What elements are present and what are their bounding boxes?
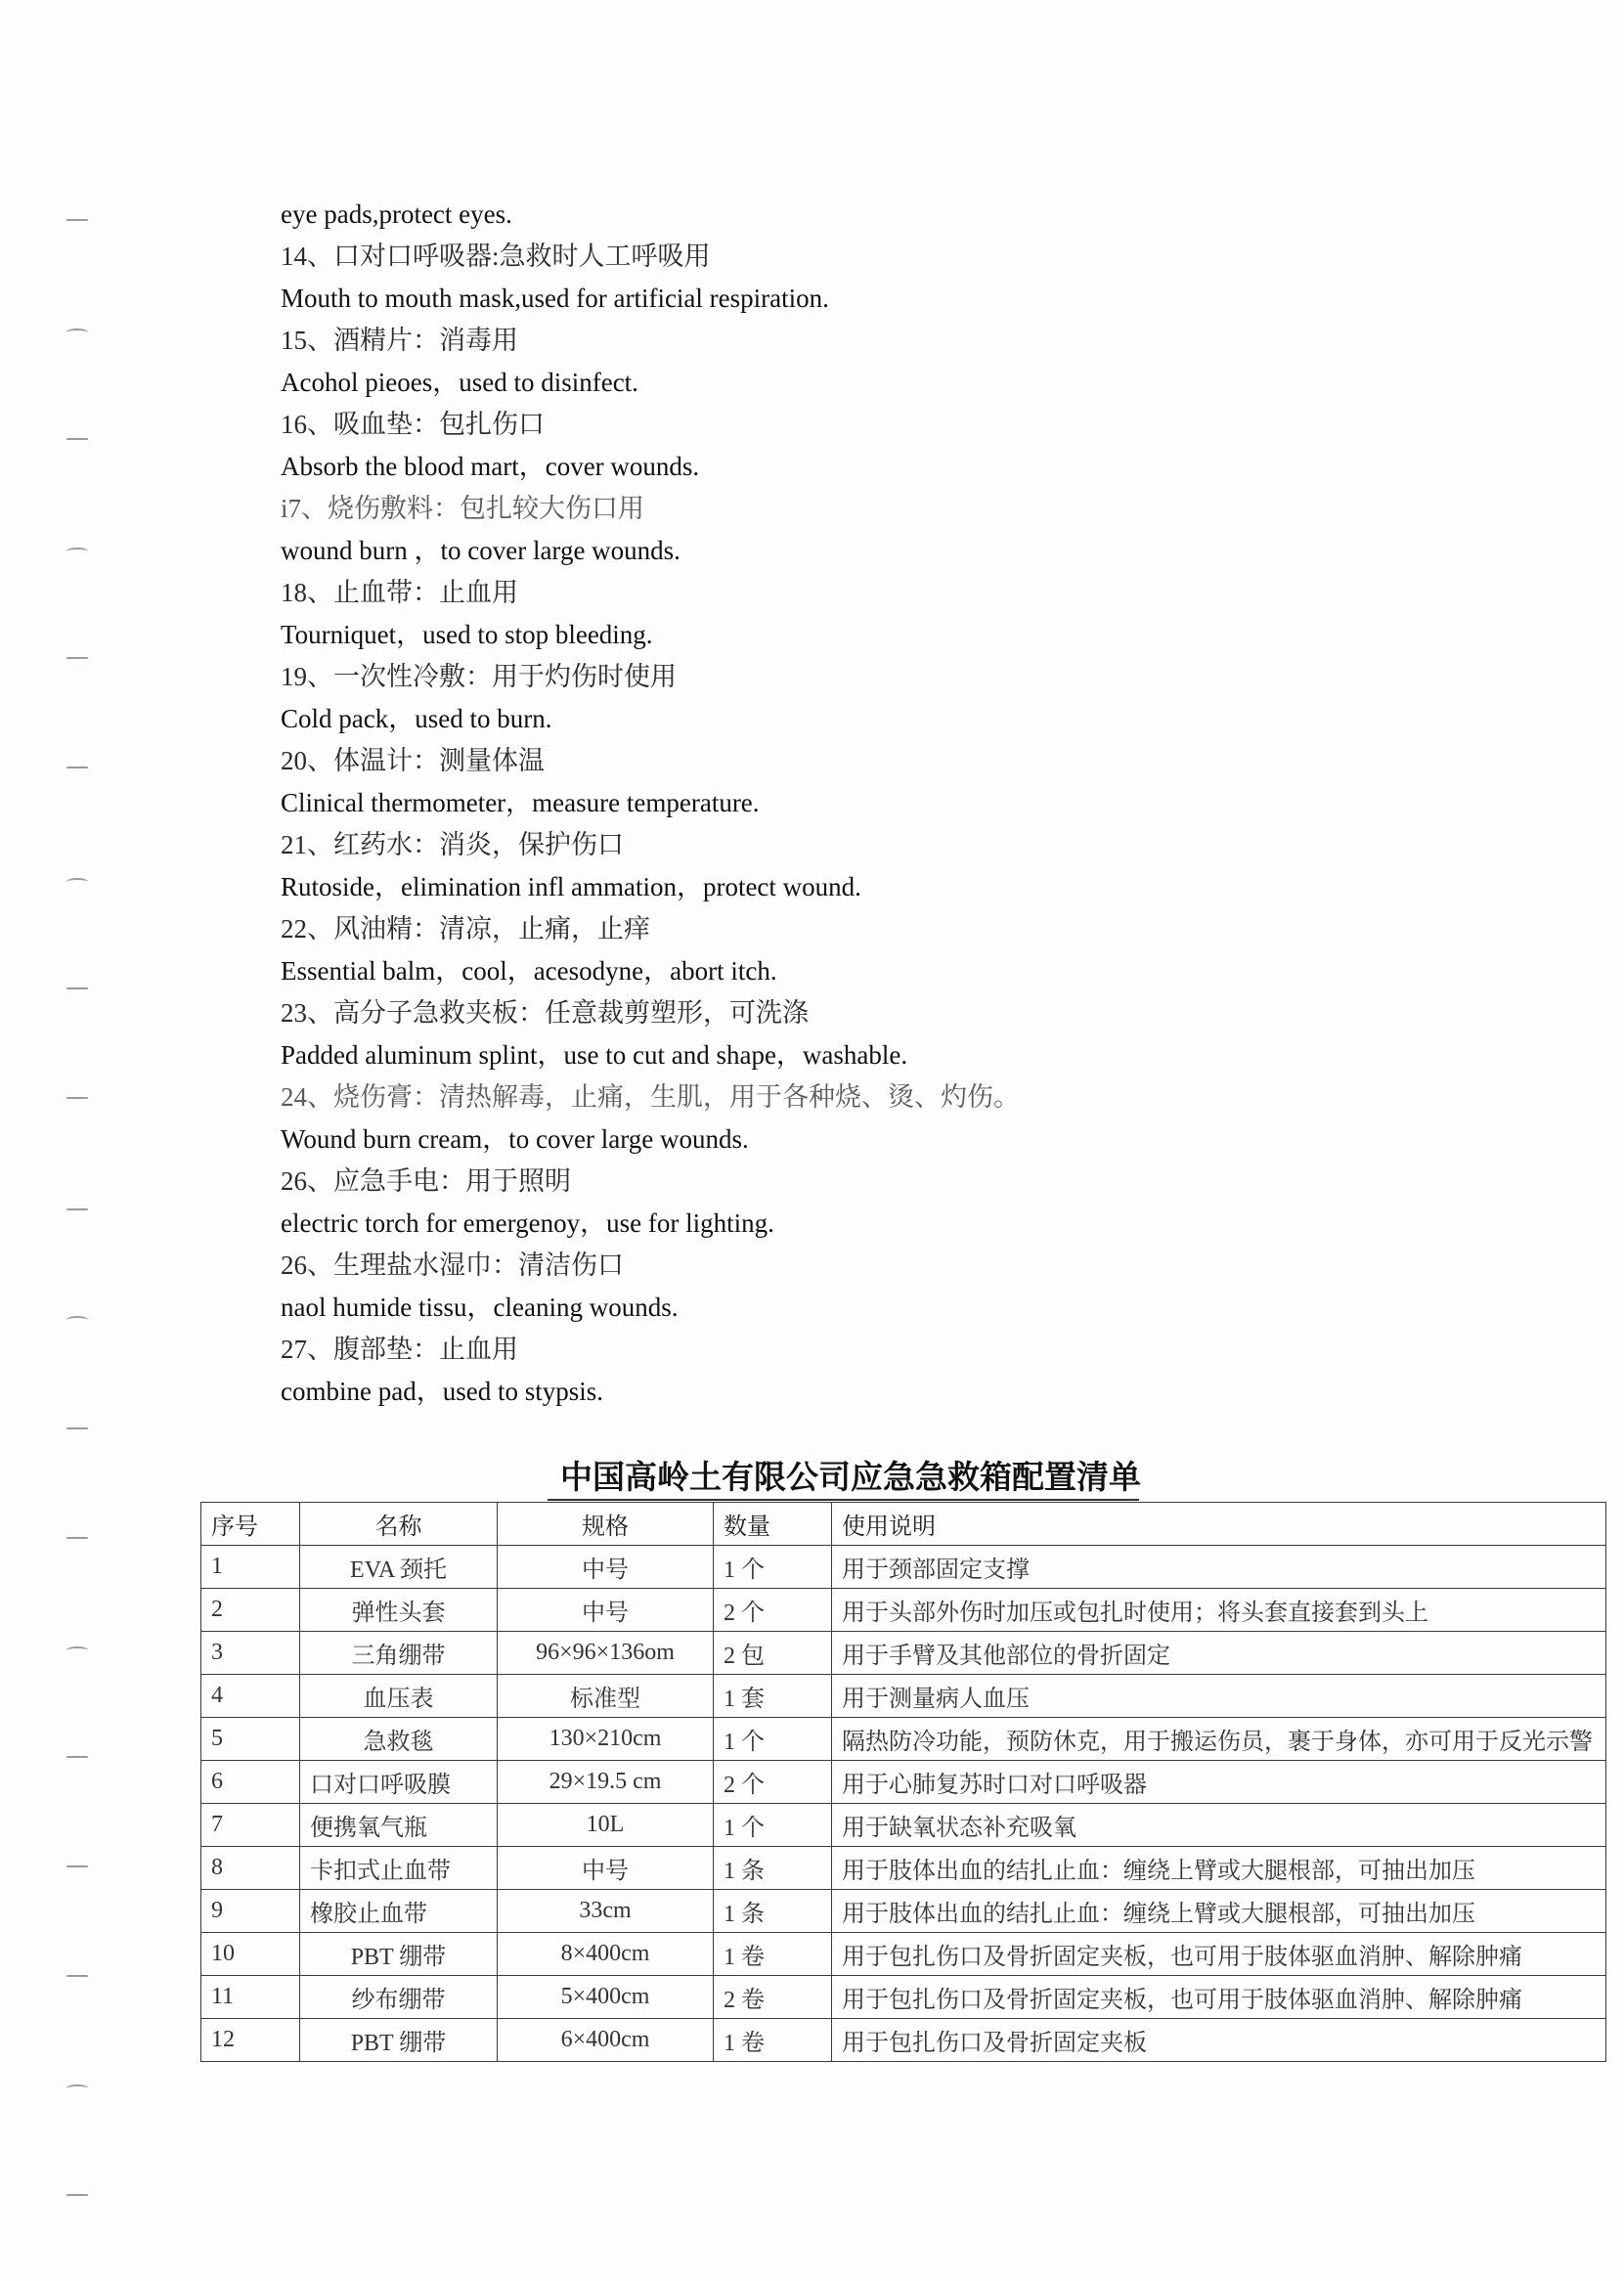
table-row	[201, 1761, 1606, 1804]
table-row	[201, 1546, 1606, 1589]
cell-index: 6	[201, 1761, 300, 1804]
scan-mark	[66, 1975, 88, 1977]
cell-quantity: 1 卷	[714, 2019, 832, 2062]
scan-mark	[66, 329, 88, 336]
item-line-chinese: 21、红药水：消炎，保护伤口	[281, 830, 624, 859]
item-line-english: electric torch for emergenoy，use for lighting.	[281, 1208, 774, 1238]
scan-mark	[66, 1537, 88, 1539]
scan-mark	[66, 1097, 88, 1099]
item-line-english: wound burn ，to cover large wounds.	[281, 536, 680, 565]
cell-index: 3	[201, 1632, 300, 1675]
item-line-english: Rutoside，elimination infl ammation，protect wound.	[281, 872, 861, 901]
item-line-english: Cold pack，used to burn.	[281, 704, 552, 733]
table-header-row	[201, 1503, 1606, 1546]
scan-mark	[66, 1646, 88, 1654]
cell-usage: 用于颈部固定支撑	[832, 1546, 1606, 1589]
cell-name: 卡扣式止血带	[300, 1847, 498, 1890]
cell-usage: 隔热防冷功能，预防休克，用于搬运伤员，裹于身体，亦可用于反光示警	[832, 1718, 1606, 1761]
cell-index: 1	[201, 1546, 300, 1589]
header-spec: 规格	[498, 1503, 714, 1546]
cell-name: 橡胶止血带	[300, 1890, 498, 1933]
item-line-chinese: 15、酒精片：消毒用	[281, 326, 518, 355]
item-line-english: Padded aluminum splint，use to cut and shape，washable.	[281, 1040, 908, 1070]
header-usage: 使用说明	[832, 1503, 1606, 1546]
cell-name: PBT 绷带	[300, 2019, 498, 2062]
cell-index: 10	[201, 1933, 300, 1976]
cell-spec: 6×400cm	[498, 2019, 714, 2062]
punch-hole-marks	[0, 0, 117, 2281]
header-index: 序号	[201, 1503, 300, 1546]
cell-name: 三角绷带	[300, 1632, 498, 1675]
table-row	[201, 1632, 1606, 1675]
table-row	[201, 1847, 1606, 1890]
table-row	[201, 1718, 1606, 1761]
item-line-chinese: 26、生理盐水湿巾：清洁伤口	[281, 1250, 624, 1280]
cell-usage: 用于包扎伤口及骨折固定夹板，也可用于肢体驱血消肿、解除肿痛	[832, 1933, 1606, 1976]
header-quantity: 数量	[714, 1503, 832, 1546]
scan-mark	[66, 987, 88, 989]
item-line-english: Acohol pieoes，used to disinfect.	[281, 368, 638, 397]
cell-quantity: 1 个	[714, 1718, 832, 1761]
scan-mark	[66, 1756, 88, 1758]
cell-spec: 中号	[498, 1589, 714, 1632]
cell-name: 纱布绷带	[300, 1976, 498, 2019]
cell-name: 急救毯	[300, 1718, 498, 1761]
cell-usage: 用于肢体出血的结扎止血：缠绕上臂或大腿根部，可抽出加压	[832, 1847, 1606, 1890]
cell-spec: 10L	[498, 1804, 714, 1847]
cell-quantity: 1 条	[714, 1890, 832, 1933]
cell-quantity: 1 卷	[714, 1933, 832, 1976]
item-line-chinese: 20、体温计：测量体温	[281, 746, 545, 775]
scan-mark	[66, 1316, 88, 1324]
cell-spec: 5×400cm	[498, 1976, 714, 2019]
item-line-english: Wound burn cream，to cover large wounds.	[281, 1124, 749, 1154]
scan-mark	[66, 548, 88, 555]
item-line-chinese: 22、风油精：清凉，止痛，止痒	[281, 914, 650, 943]
scan-mark	[66, 657, 88, 659]
scan-mark	[66, 1865, 88, 1867]
cell-quantity: 2 个	[714, 1589, 832, 1632]
table-row	[201, 1933, 1606, 1976]
scan-mark	[66, 767, 88, 768]
item-line-chinese: 16、吸血垫：包扎伤口	[281, 410, 545, 439]
cell-usage: 用于心肺复苏时口对口呼吸器	[832, 1761, 1606, 1804]
cell-name: 口对口呼吸膜	[300, 1761, 498, 1804]
cell-quantity: 1 个	[714, 1546, 832, 1589]
scan-mark	[66, 1208, 88, 1210]
cell-spec: 中号	[498, 1546, 714, 1589]
item-line-english: Mouth to mouth mask,used for artificial respiration.	[281, 284, 829, 313]
cell-spec: 33cm	[498, 1890, 714, 1933]
cell-index: 5	[201, 1718, 300, 1761]
item-line-english: combine pad，used to stypsis.	[281, 1377, 603, 1406]
cell-index: 7	[201, 1804, 300, 1847]
cell-name: 弹性头套	[300, 1589, 498, 1632]
cell-spec: 130×210cm	[498, 1718, 714, 1761]
item-line-english: naol humide tissu，cleaning wounds.	[281, 1293, 679, 1322]
cell-quantity: 1 个	[714, 1804, 832, 1847]
item-line-english: Clinical thermometer，measure temperature.	[281, 788, 760, 817]
header-name: 名称	[300, 1503, 498, 1546]
cell-usage: 用于缺氧状态补充吸氧	[832, 1804, 1606, 1847]
item-line-chinese: 27、腹部垫：止血用	[281, 1335, 518, 1364]
cell-index: 4	[201, 1675, 300, 1718]
item-line-chinese: 26、应急手电：用于照明	[281, 1166, 571, 1196]
cell-name: PBT 绷带	[300, 1933, 498, 1976]
cell-spec: 标准型	[498, 1675, 714, 1718]
cell-usage: 用于包扎伤口及骨折固定夹板	[832, 2019, 1606, 2062]
cell-index: 8	[201, 1847, 300, 1890]
cell-usage: 用于包扎伤口及骨折固定夹板，也可用于肢体驱血消肿、解除肿痛	[832, 1976, 1606, 2019]
scan-mark	[66, 438, 88, 440]
cell-spec: 8×400cm	[498, 1933, 714, 1976]
item-line-english: eye pads,protect eyes.	[281, 199, 512, 229]
cell-quantity: 2 包	[714, 1632, 832, 1675]
cell-spec: 96×96×136om	[498, 1632, 714, 1675]
item-line-chinese: 19、一次性冷敷：用于灼伤时使用	[281, 662, 677, 691]
cell-spec: 29×19.5 cm	[498, 1761, 714, 1804]
cell-name: EVA 颈托	[300, 1546, 498, 1589]
cell-usage: 用于头部外伤时加压或包扎时使用；将头套直接套到头上	[832, 1589, 1606, 1632]
cell-usage: 用于肢体出血的结扎止血：缠绕上臂或大腿根部，可抽出加压	[832, 1890, 1606, 1933]
table-row	[201, 1804, 1606, 1847]
cell-quantity: 1 套	[714, 1675, 832, 1718]
cell-quantity: 2 卷	[714, 1976, 832, 2019]
scan-mark	[66, 2084, 88, 2092]
cell-usage: 用于手臂及其他部位的骨折固定	[832, 1632, 1606, 1675]
cell-index: 12	[201, 2019, 300, 2062]
cell-index: 9	[201, 1890, 300, 1933]
item-line-chinese: 14、口对口呼吸器:急救时人工呼吸用	[281, 241, 711, 271]
item-line-english: Tourniquet，used to stop bleeding.	[281, 620, 653, 649]
first-aid-kit-config-table	[200, 1502, 1606, 2062]
table-row	[201, 1976, 1606, 2019]
scan-mark	[66, 878, 88, 886]
title-underline	[548, 1499, 1139, 1501]
cell-name: 便携氧气瓶	[300, 1804, 498, 1847]
cell-index: 2	[201, 1589, 300, 1632]
scan-mark	[66, 219, 88, 221]
table-title: 中国高岭土有限公司应急急救箱配置清单	[560, 1461, 1141, 1496]
cell-quantity: 1 条	[714, 1847, 832, 1890]
table-row	[201, 1589, 1606, 1632]
table-row	[201, 1675, 1606, 1718]
first-aid-item-list	[281, 194, 1454, 1413]
cell-quantity: 2 个	[714, 1761, 832, 1804]
scan-mark	[66, 1427, 88, 1429]
table-row	[201, 1890, 1606, 1933]
item-line-chinese: 24、烧伤膏：清热解毒，止痛，生肌，用于各种烧、烫、灼伤。	[281, 1082, 1020, 1112]
table-row	[201, 2019, 1606, 2062]
item-line-chinese: 23、高分子急救夹板：任意裁剪塑形，可洗涤	[281, 998, 809, 1028]
item-line-chinese: i7、烧伤敷料：包扎较大伤口用	[281, 494, 645, 523]
item-line-english: Essential balm，cool，acesodyne，abort itch.	[281, 956, 777, 986]
cell-name: 血压表	[300, 1675, 498, 1718]
cell-index: 11	[201, 1976, 300, 2019]
cell-spec: 中号	[498, 1847, 714, 1890]
item-line-chinese: 18、止血带：止血用	[281, 578, 518, 607]
cell-usage: 用于测量病人血压	[832, 1675, 1606, 1718]
scan-mark	[66, 2194, 88, 2196]
item-line-english: Absorb the blood mart，cover wounds.	[281, 452, 700, 481]
